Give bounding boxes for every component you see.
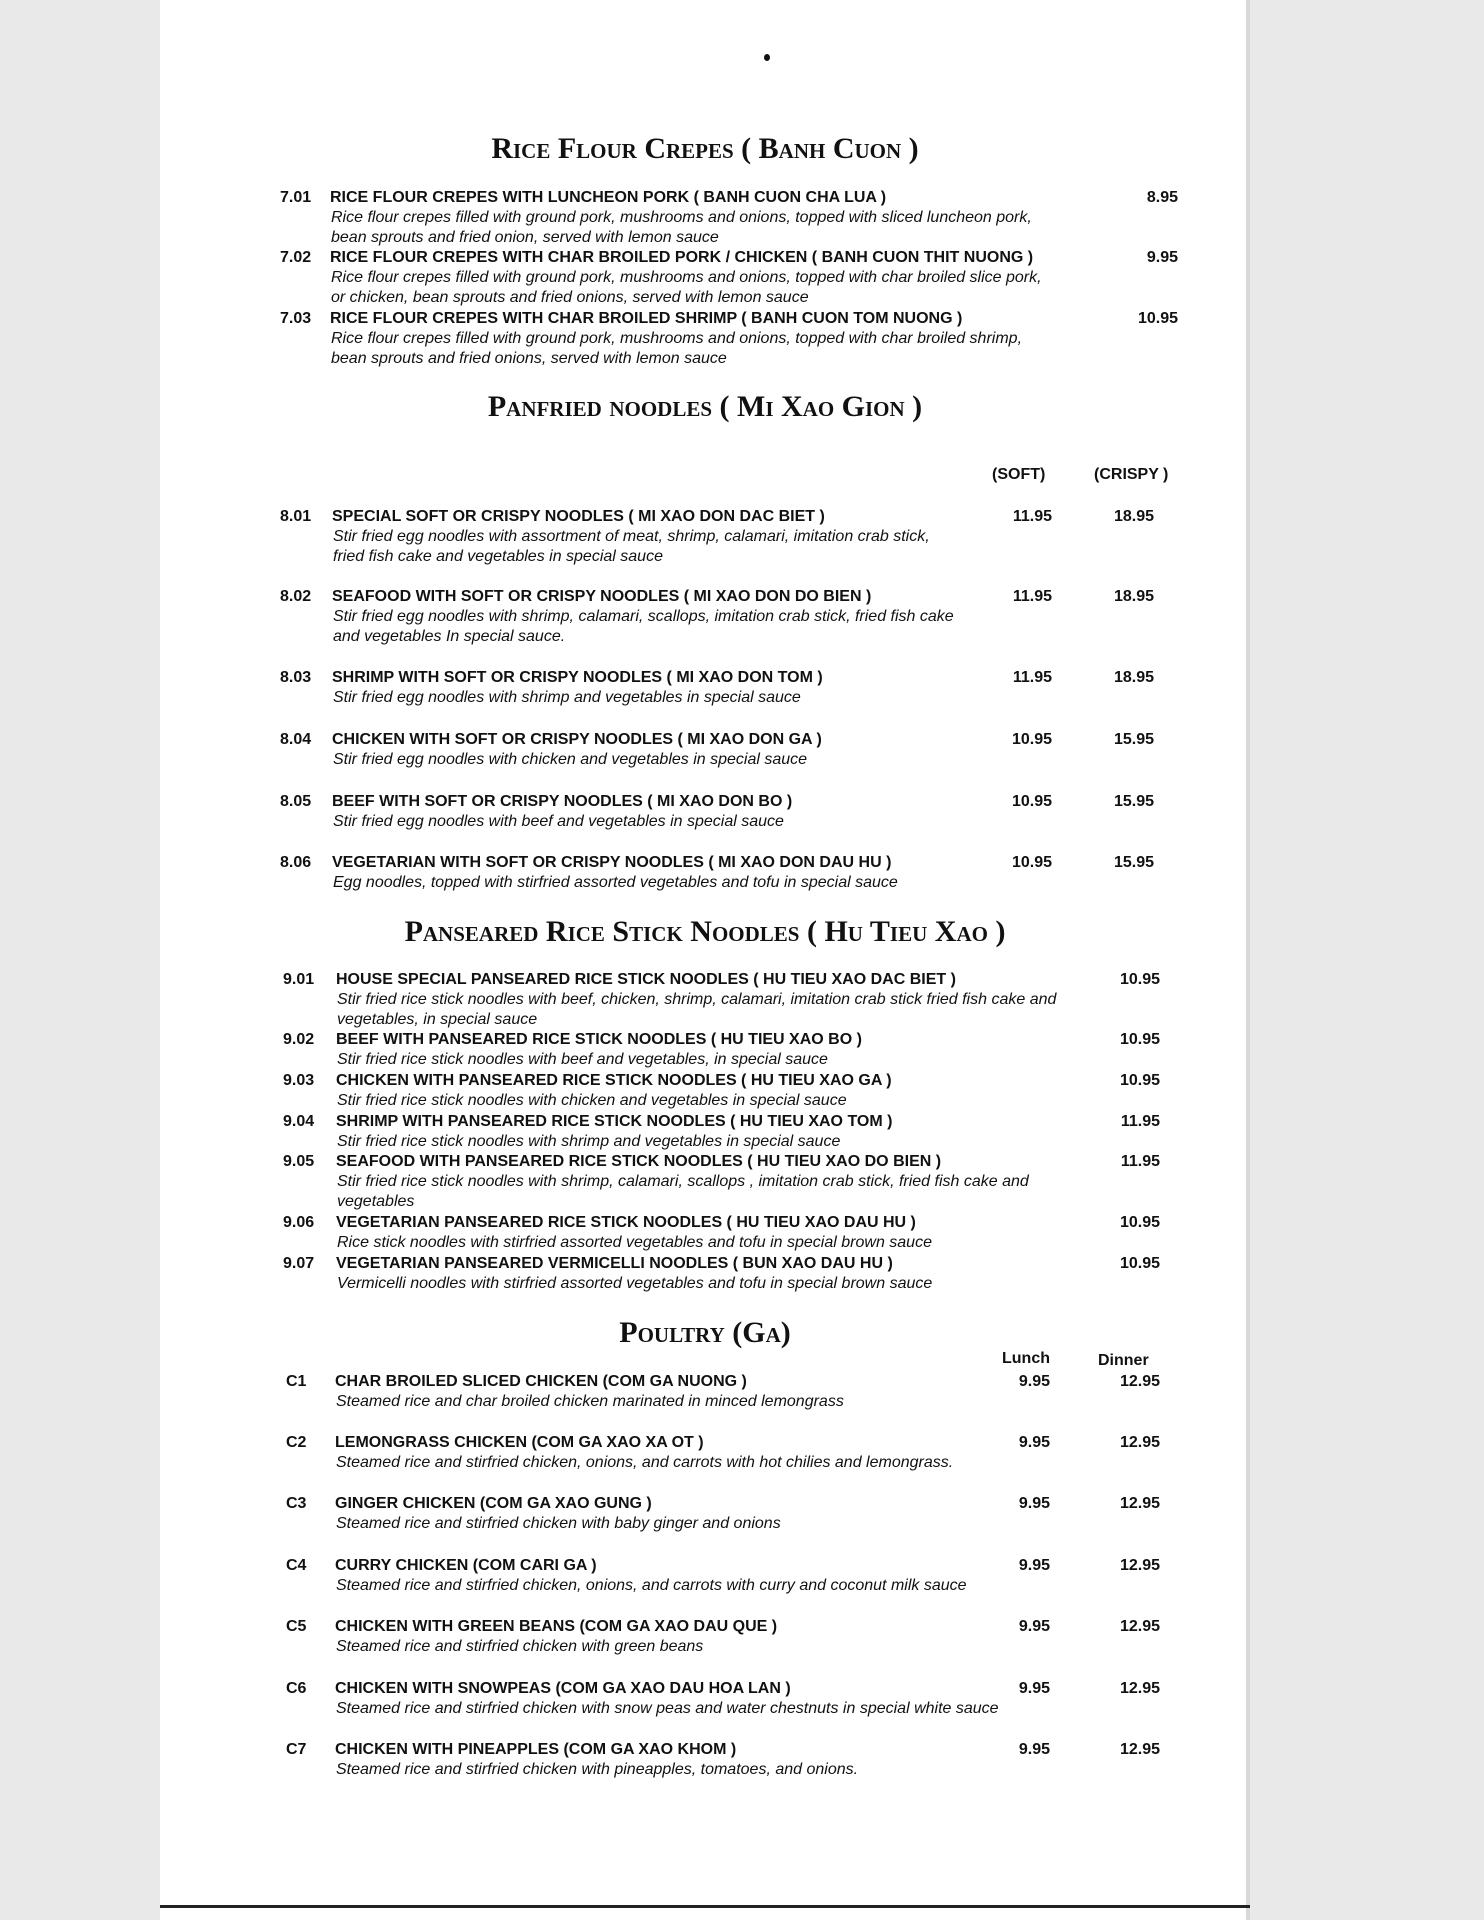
item-number: 7.01 <box>280 189 312 206</box>
item-number: 9.06 <box>283 1214 315 1231</box>
item-price-price: 11.95 <box>1120 1113 1160 1130</box>
item-name: SHRIMP WITH SOFT OR CRISPY NOODLES ( MI XAO DON TOM ) <box>332 669 823 686</box>
item-price-soft: 11.95 <box>1012 669 1052 686</box>
item-name: VEGETARIAN WITH SOFT OR CRISPY NOODLES ( MI XAO DON DAU HU ) <box>332 854 892 871</box>
item-price-price: 8.95 <box>1146 189 1178 206</box>
item-number: 9.01 <box>283 971 315 988</box>
item-price-soft: 10.95 <box>1011 854 1052 871</box>
item-number: C7 <box>286 1741 307 1758</box>
item-price-price: 11.95 <box>1120 1153 1160 1170</box>
item-number: 8.06 <box>280 854 312 871</box>
item-name: LEMONGRASS CHICKEN (COM GA XAO XA OT ) <box>335 1434 704 1451</box>
item-price-dinner: 12.95 <box>1119 1618 1160 1635</box>
item-description-line: Rice flour crepes filled with ground pork, mushrooms and onions, topped with sliced luncheon pork, <box>331 209 1032 226</box>
item-description-line: Stir fried rice stick noodles with beef and vegetables, in special sauce <box>337 1051 828 1068</box>
item-description-line: Stir fried rice stick noodles with chicken and vegetables in special sauce <box>337 1092 847 1109</box>
item-name: CHICKEN WITH PINEAPPLES (COM GA XAO KHOM ) <box>335 1741 737 1758</box>
item-name: SEAFOOD WITH PANSEARED RICE STICK NOODLES ( HU TIEU XAO DO BIEN ) <box>336 1153 942 1170</box>
item-price-lunch: 9.95 <box>1018 1741 1050 1758</box>
item-description-line: bean sprouts and fried onions, served with lemon sauce <box>331 350 727 367</box>
item-name: BEEF WITH PANSEARED RICE STICK NOODLES ( HU TIEU XAO BO ) <box>336 1031 862 1048</box>
item-name: CURRY CHICKEN (COM CARI GA ) <box>335 1557 597 1574</box>
item-name: BEEF WITH SOFT OR CRISPY NOODLES ( MI XAO DON BO ) <box>332 793 793 810</box>
item-price-dinner: 12.95 <box>1119 1495 1160 1512</box>
item-price-lunch: 9.95 <box>1018 1680 1050 1697</box>
item-name: RICE FLOUR CREPES WITH CHAR BROILED SHRIMP ( BANH CUON TOM NUONG ) <box>330 310 963 327</box>
section-title-mi-xao: Panfried noodles ( Mi Xao Gion ) <box>487 390 923 423</box>
item-name: RICE FLOUR CREPES WITH CHAR BROILED PORK / CHICKEN ( BANH CUON THIT NUONG ) <box>330 249 1034 266</box>
item-name: GINGER CHICKEN (COM GA XAO GUNG ) <box>335 1495 652 1512</box>
item-description-line: Stir fried egg noodles with shrimp and vegetables in special sauce <box>333 689 801 706</box>
item-number: 8.03 <box>280 669 312 686</box>
item-description-line: Vermicelli noodles with stirfried assorted vegetables and tofu in special brown sauce <box>337 1275 933 1292</box>
item-price-dinner: 12.95 <box>1119 1373 1160 1390</box>
item-price-price: 10.95 <box>1137 310 1178 327</box>
item-price-crispy: 18.95 <box>1113 669 1154 686</box>
item-price-lunch: 9.95 <box>1018 1373 1050 1390</box>
item-description-line: or chicken, bean sprouts and fried onions, served with lemon sauce <box>331 289 809 306</box>
item-number: 8.04 <box>280 731 312 748</box>
item-description-line: Rice flour crepes filled with ground pork, mushrooms and onions, topped with char broiled shrimp, <box>331 330 1023 347</box>
item-description-line: Stir fried egg noodles with shrimp, calamari, scallops, imitation crab stick, fried fish cake <box>333 608 954 625</box>
column-header-dinner: Dinner <box>1098 1352 1149 1369</box>
item-name: SEAFOOD WITH SOFT OR CRISPY NOODLES ( MI XAO DON DO BIEN ) <box>332 588 872 605</box>
item-name: VEGETARIAN PANSEARED RICE STICK NOODLES ( HU TIEU XAO DAU HU ) <box>336 1214 916 1231</box>
item-description-line: Stir fried rice stick noodles with shrimp and vegetables in special sauce <box>337 1133 841 1150</box>
item-description-line: Steamed rice and stirfried chicken with green beans <box>336 1638 704 1655</box>
column-header-soft: (SOFT) <box>992 466 1046 483</box>
item-price-price: 9.95 <box>1146 249 1178 266</box>
item-price-crispy: 15.95 <box>1113 854 1154 871</box>
item-price-lunch: 9.95 <box>1018 1495 1050 1512</box>
item-description-line: vegetables <box>337 1193 415 1210</box>
item-name: SHRIMP WITH PANSEARED RICE STICK NOODLES ( HU TIEU XAO TOM ) <box>336 1113 893 1130</box>
item-price-price: 10.95 <box>1119 1255 1160 1272</box>
item-name: CHICKEN WITH SOFT OR CRISPY NOODLES ( MI XAO DON GA ) <box>332 731 822 748</box>
item-description-line: Steamed rice and stirfried chicken, onions, and carrots with hot chilies and lemongrass. <box>336 1454 954 1471</box>
item-number: C3 <box>286 1495 307 1512</box>
item-number: 9.04 <box>283 1113 315 1130</box>
bottom-rule <box>160 1905 1250 1908</box>
item-description-line: Steamed rice and stirfried chicken, onions, and carrots with curry and coconut milk sauce <box>336 1577 967 1594</box>
item-price-crispy: 15.95 <box>1113 793 1154 810</box>
item-price-price: 10.95 <box>1119 1031 1160 1048</box>
item-price-crispy: 15.95 <box>1113 731 1154 748</box>
item-number: 9.03 <box>283 1072 315 1089</box>
item-price-price: 10.95 <box>1119 1072 1160 1089</box>
item-number: 9.05 <box>283 1153 315 1170</box>
item-description-line: and vegetables In special sauce. <box>333 628 566 645</box>
item-price-price: 10.95 <box>1119 1214 1160 1231</box>
item-price-lunch: 9.95 <box>1018 1557 1050 1574</box>
item-description-line: Stir fried rice stick noodles with shrimp, calamari, scallops , imitation crab stick, fried fish cake and <box>337 1173 1029 1190</box>
item-price-dinner: 12.95 <box>1119 1680 1160 1697</box>
item-price-soft: 10.95 <box>1011 731 1052 748</box>
item-name: CHICKEN WITH GREEN BEANS (COM GA XAO DAU QUE ) <box>335 1618 778 1635</box>
item-description-line: Steamed rice and stirfried chicken with pineapples, tomatoes, and onions. <box>336 1761 859 1778</box>
item-description-line: bean sprouts and fried onion, served with lemon sauce <box>331 229 719 246</box>
item-price-soft: 10.95 <box>1011 793 1052 810</box>
column-header-lunch: Lunch <box>1002 1350 1050 1367</box>
item-name: CHICKEN WITH SNOWPEAS (COM GA XAO DAU HOA LAN ) <box>335 1680 791 1697</box>
item-description-line: Rice stick noodles with stirfried assorted vegetables and tofu in special brown sauce <box>337 1234 932 1251</box>
item-number: C1 <box>286 1373 307 1390</box>
item-number: 8.05 <box>280 793 312 810</box>
section-title-poultry: Poultry (Ga) <box>619 1316 791 1349</box>
column-header-crispy: (CRISPY ) <box>1094 466 1169 483</box>
item-price-dinner: 12.95 <box>1119 1741 1160 1758</box>
item-description-line: Stir fried rice stick noodles with beef, chicken, shrimp, calamari, imitation crab stick fried fish cake and <box>337 991 1057 1008</box>
item-price-lunch: 9.95 <box>1018 1618 1050 1635</box>
item-name: CHAR BROILED SLICED CHICKEN (COM GA NUONG ) <box>335 1373 747 1390</box>
item-description-line: Steamed rice and char broiled chicken marinated in minced lemongrass <box>336 1393 844 1410</box>
item-number: C6 <box>286 1680 307 1697</box>
item-number: 7.02 <box>280 249 312 266</box>
item-number: 8.01 <box>280 508 312 525</box>
item-number: 9.07 <box>283 1255 315 1272</box>
item-number: 7.03 <box>280 310 312 327</box>
item-price-crispy: 18.95 <box>1113 508 1154 525</box>
item-description-line: Stir fried egg noodles with assortment of meat, shrimp, calamari, imitation crab stick, <box>333 528 930 545</box>
item-number: C5 <box>286 1618 307 1635</box>
item-number: 8.02 <box>280 588 312 605</box>
item-number: C4 <box>286 1557 307 1574</box>
item-name: RICE FLOUR CREPES WITH LUNCHEON PORK ( BANH CUON CHA LUA ) <box>330 189 887 206</box>
item-description-line: Egg noodles, topped with stirfried assorted vegetables and tofu in special sauce <box>333 874 898 891</box>
item-name: SPECIAL SOFT OR CRISPY NOODLES ( MI XAO DON DAC BIET ) <box>332 508 825 525</box>
item-price-soft: 11.95 <box>1012 508 1052 525</box>
item-price-dinner: 12.95 <box>1119 1434 1160 1451</box>
scan-dot-mark <box>764 54 770 61</box>
section-title-banh-cuon: Rice Flour Crepes ( Banh Cuon ) <box>491 132 919 165</box>
item-number: 9.02 <box>283 1031 315 1048</box>
item-description-line: Stir fried egg noodles with beef and vegetables in special sauce <box>333 813 784 830</box>
item-price-crispy: 18.95 <box>1113 588 1154 605</box>
item-price-price: 10.95 <box>1119 971 1160 988</box>
item-number: C2 <box>286 1434 307 1451</box>
item-description-line: Rice flour crepes filled with ground pork, mushrooms and onions, topped with char broiled slice pork, <box>331 269 1042 286</box>
item-name: CHICKEN WITH PANSEARED RICE STICK NOODLES ( HU TIEU XAO GA ) <box>336 1072 892 1089</box>
item-name: HOUSE SPECIAL PANSEARED RICE STICK NOODLES ( HU TIEU XAO DAC BIET ) <box>336 971 956 988</box>
item-price-dinner: 12.95 <box>1119 1557 1160 1574</box>
item-description-line: Stir fried egg noodles with chicken and vegetables in special sauce <box>333 751 808 768</box>
item-price-lunch: 9.95 <box>1018 1434 1050 1451</box>
item-name: VEGETARIAN PANSEARED VERMICELLI NOODLES ( BUN XAO DAU HU ) <box>336 1255 893 1272</box>
item-description-line: Steamed rice and stirfried chicken with snow peas and water chestnuts in special white sauce <box>336 1700 999 1717</box>
item-description-line: Steamed rice and stirfried chicken with baby ginger and onions <box>336 1515 781 1532</box>
item-price-soft: 11.95 <box>1012 588 1052 605</box>
page-edge-shadow <box>1246 0 1250 1920</box>
item-description-line: fried fish cake and vegetables in special sauce <box>333 548 663 565</box>
item-description-line: vegetables, in special sauce <box>337 1011 538 1028</box>
section-title-hu-tieu: Panseared Rice Stick Noodles ( Hu Tieu Xao ) <box>404 915 1006 948</box>
